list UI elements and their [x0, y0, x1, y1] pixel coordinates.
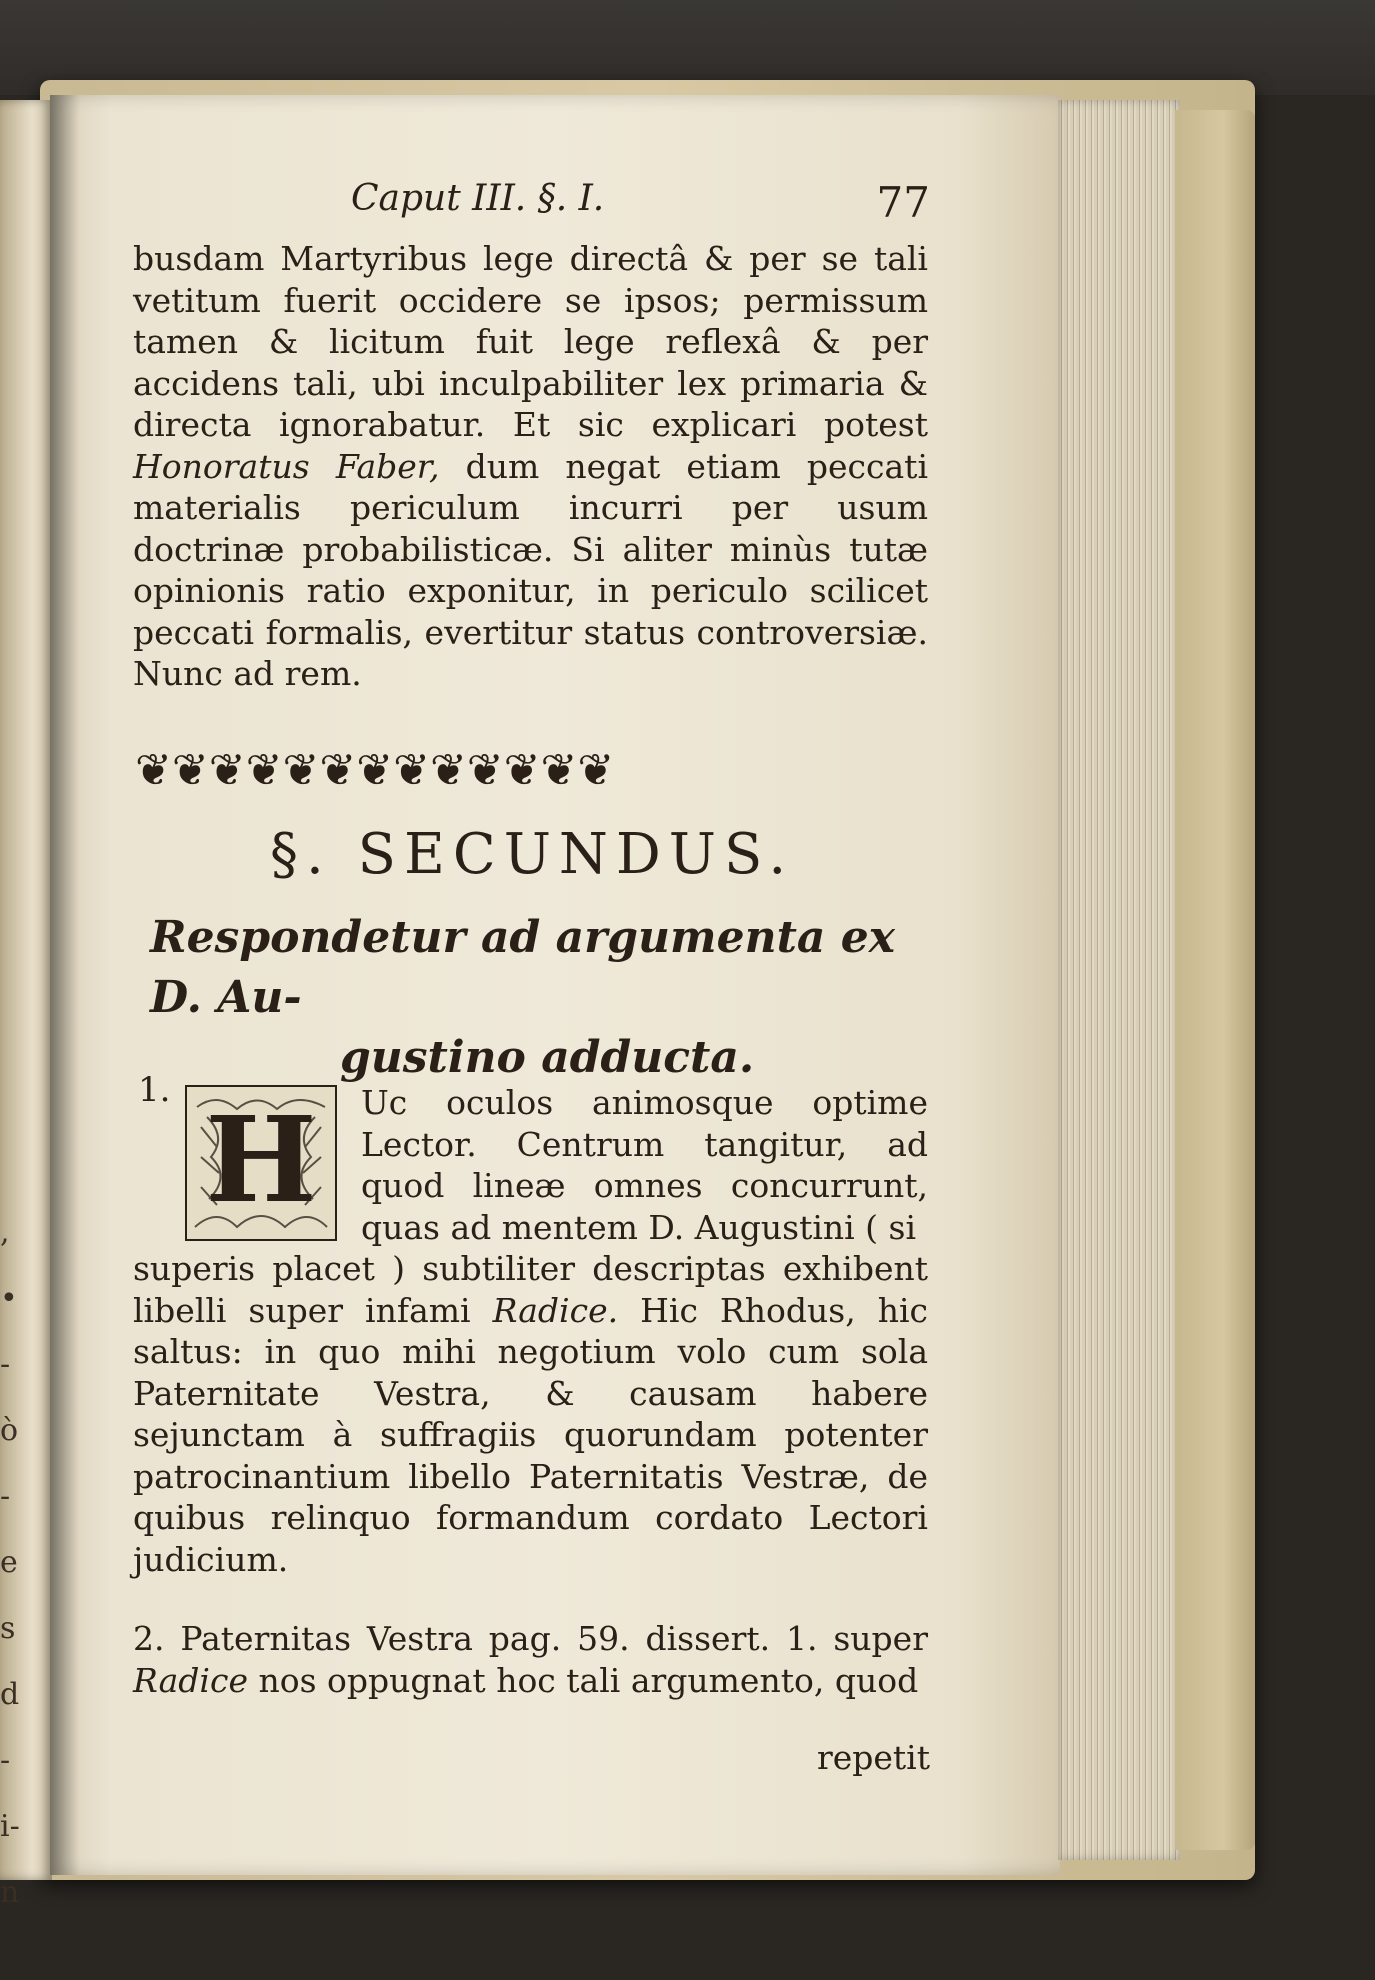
paragraph-continuation: [133, 238, 928, 695]
left-page-margin-text: , • - ò - e s d - i- n: [0, 1215, 20, 1910]
paragraph-text-rest: dum negat etiam peccati materialis periculum incurri per usum doctrinæ probabilisticæ. Si aliter minùs tutæ opinionis ratio exponitur, in periculo scilicet peccati formalis, evertitur status controversiæ. Nunc ad rem.: [133, 446, 928, 693]
paragraph-1-italic: Radice.: [492, 1290, 619, 1330]
paragraph-1-start: Uc oculos animosque optime Lector. Centrum tangitur, ad quod lineæ omnes concurrunt, quas ad mentem D. Augustini ( si: [361, 1083, 928, 1247]
author-name-italic: Honoratus Faber,: [133, 446, 440, 486]
cover-edge: [1175, 110, 1255, 1850]
section-heading: §. SECUNDUS.: [270, 822, 795, 887]
paragraph-1-continuation: [133, 1248, 928, 1580]
paragraph-2: [133, 1618, 928, 1701]
paragraph-2-rest: nos oppugnat hoc tali argumento, quod: [258, 1660, 919, 1700]
paragraph-text: busdam Martyribus lege directâ & per se tali vetitum fuerit occidere se ipsos; permissum tamen & licitum fuit lege reflexâ & per accidens tali, ubi inculpabiliter lex primaria & directa ignorabatur. Et sic explicari potest: [133, 239, 928, 444]
paragraph-2-start: 2. Paternitas Vestra pag. 59. dissert. 1. super: [133, 1619, 928, 1658]
page-fore-edge: [1058, 100, 1180, 1860]
subheading-line-1: Respondetur ad argumenta ex D. Au-: [150, 912, 895, 1023]
subheading: [150, 908, 930, 1088]
dropcap-letter: H: [205, 1090, 317, 1229]
paragraph-2-italic: Radice: [133, 1660, 248, 1700]
running-head-title: Caput III. §. I.: [351, 178, 605, 219]
ornament-rule: ❦❦❦❦❦❦❦❦❦❦❦❦❦: [135, 744, 615, 796]
paragraph-1-rest: Hic Rhodus, hic saltus: in quo mihi negotium volo cum sola Paternitate Vestra, & causam habere sejunctam à suffragiis quorundam potenter patrocinantium libello Paternitatis Vestræ, de quibus relinquo formandum cordato Lectori judicium.: [133, 1290, 928, 1579]
left-page-edge: [0, 100, 52, 1910]
catchword: repetit: [816, 1738, 930, 1777]
running-head: [135, 178, 930, 228]
gutter-shadow: [50, 95, 80, 1875]
paragraph-1-text: superis placet ) subtiliter descriptas exhibent libelli super infami: [133, 1249, 928, 1330]
paragraph-number-1: 1.: [138, 1070, 171, 1110]
page-number: 77: [876, 178, 930, 227]
subheading-line-2: gustino adducta.: [340, 1032, 755, 1083]
